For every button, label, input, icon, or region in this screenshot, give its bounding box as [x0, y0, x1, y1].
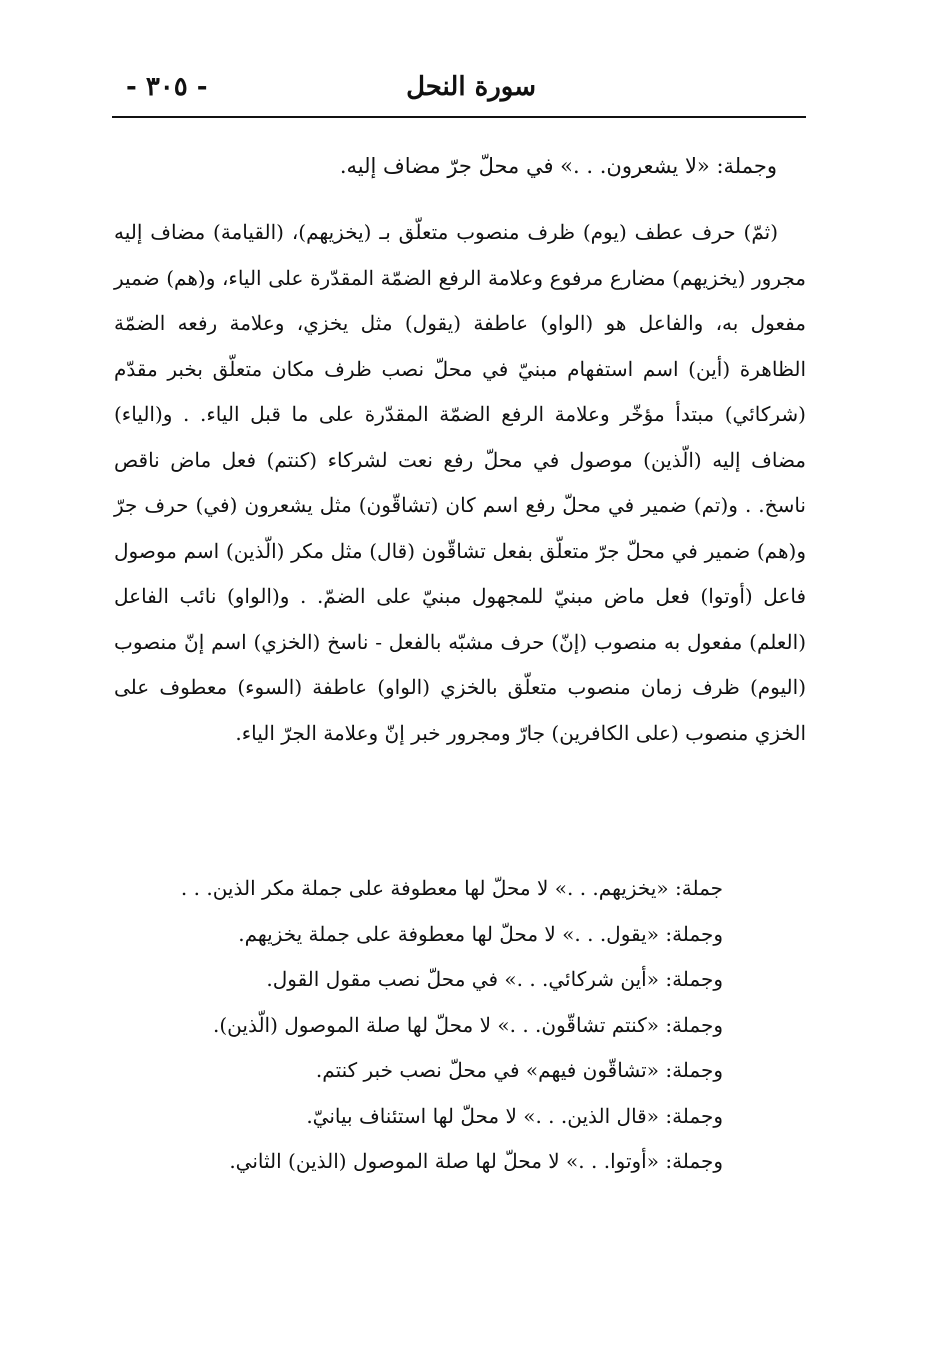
intro-clause-line: وجملة: «لا يشعرون. . .» في محلّ جرّ مضاف إليه. [339, 154, 777, 178]
clause-item: وجملة: «كنتم تشاقّون. . .» لا محلّ لها صلة الموصول (الّذين). [213, 1012, 723, 1037]
grammar-analysis-paragraph: (ثمّ) حرف عطف (يوم) ظرف منصوب متعلّق بـ (يخزيهم)، (القيامة) مضاف إليه مجرور (يخزيهم) مضارع مرفوع وعلامة الرفع الضمّة المقدّرة على الياء، و(هم) ضمير مفعول به، والفاعل هو (الواو) عاطفة (يقول) مثل يخزي، وعلامة رفعه الضمّة الظاهرة (أين) اسم استفهام مبنيّ في محلّ نصب ظرف مكان متعلّق بخبر مقدّم (شركائي) مبتدأ مؤخّر وعلامة الرفع الضمّة المقدّرة على ما قبل الياء. . و(الياء) مضاف إليه (الّذين) موصول في محلّ رفع نعت لشركاء (كنتم) فعل ماض ناقص ناسخ. . و(تم) ضمير في محلّ رفع اسم كان (تشاقّون) مثل يشعرون (في) حرف جرّ و(هم) ضمير في محلّ جرّ متعلّق بفعل تشاقّون (قال) مثل مكر (الّذين) اسم موصول فاعل (أوتوا) فعل ماض مبنيّ للمجهول مبنيّ على الضمّ. . و(الواو) نائب الفاعل (العلم) مفعول به منصوب (إنّ) حرف مشبّه بالفعل - ناسخ (الخزي) اسم إنّ منصوب (اليوم) ظرف زمان منصوب متعلّق بالخزي (الواو) عاطفة (السوء) معطوف على الخزي منصوب (على الكافرين) جارّ ومجرور خبر إنّ وعلامة الجرّ الياء. [114, 220, 807, 745]
clause-item: وجملة: «أوتوا. . .» لا محلّ لها صلة الموصول (الذين) الثاني. [229, 1149, 723, 1173]
clause-item: وجملة: «يقول. . .» لا محلّ لها معطوفة على جملة يخزيهم. [238, 921, 723, 946]
page-number: - ٣٠٥ - [126, 72, 208, 102]
header-divider [112, 116, 806, 118]
page-header [112, 68, 806, 116]
clause-item: وجملة: «أين شركائي. . .» في محلّ نصب مقول القول. [266, 967, 723, 991]
clause-item: وجملة: «قال الذين. . .» لا محلّ لها استئناف بيانيّ. [306, 1103, 723, 1128]
clause-list [181, 866, 723, 1185]
clause-item: جملة: «يخزيهم. . .» لا محلّ لها معطوفة على جملة مكر الذين. . . [180, 876, 723, 900]
clause-item: وجملة: «تشاقّون فيهم» في محلّ نصب خبر كنتم. [315, 1058, 723, 1082]
surah-title: سورة النحل [406, 72, 536, 102]
